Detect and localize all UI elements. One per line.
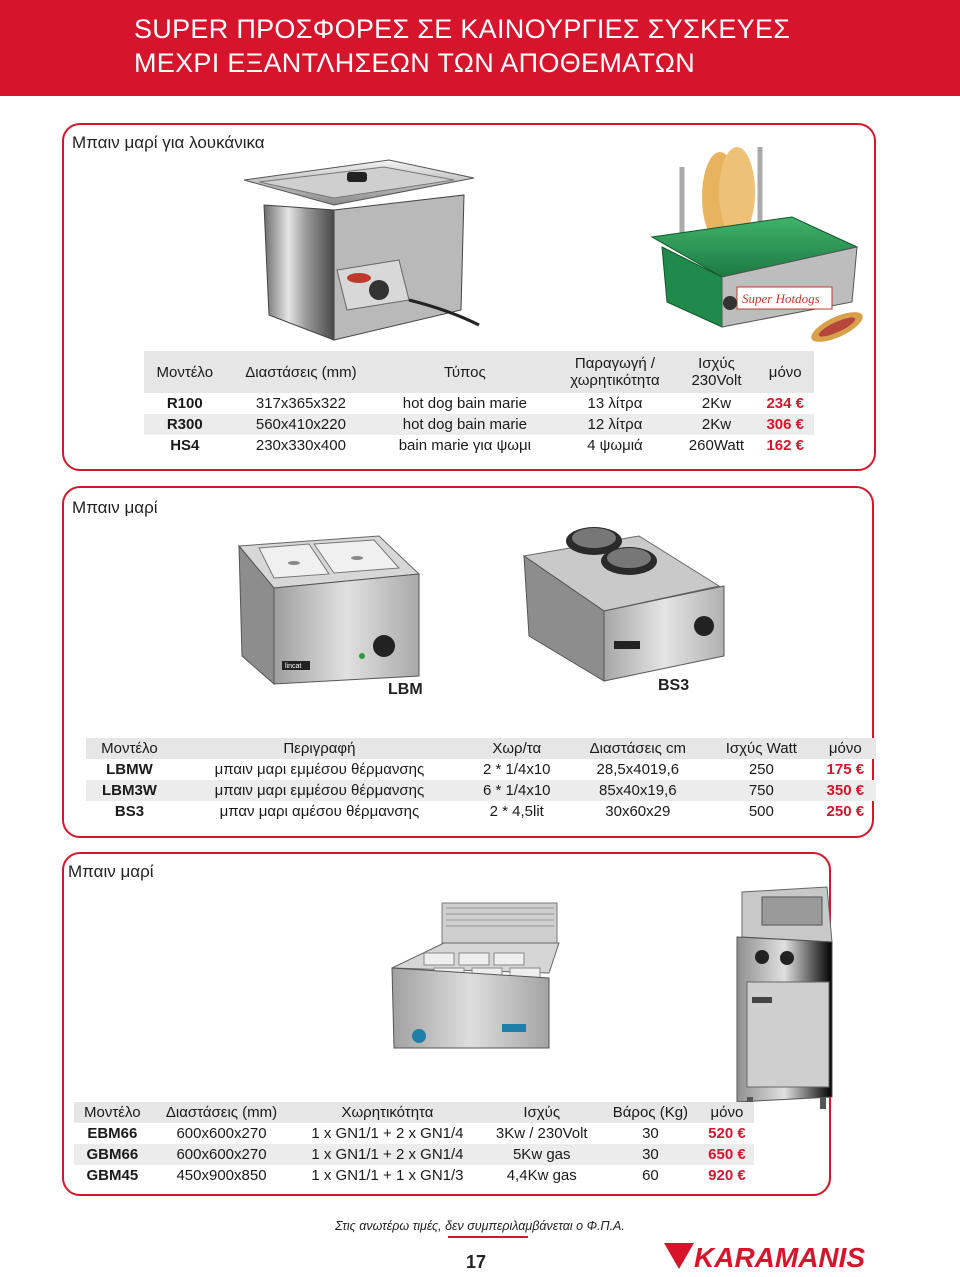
footer-divider bbox=[448, 1236, 528, 1238]
cell-dimensions: 600x600x270 bbox=[176, 1125, 267, 1142]
table-row bbox=[86, 801, 876, 822]
cell-dimensions: 450x900x850 bbox=[176, 1167, 267, 1184]
banner-title-line2: ΜΕΧΡΙ ΕΞΑΝΤΛΗΣΕΩΝ ΤΩΝ ΑΠΟΘΕΜΑΤΩΝ bbox=[134, 48, 696, 78]
lincat-logo-text: lincat bbox=[285, 663, 302, 670]
cell-model: EBM66 bbox=[87, 1125, 138, 1142]
hotdog-bain-marie-image bbox=[239, 150, 489, 350]
cell-price: 234 € bbox=[766, 395, 804, 412]
table-row bbox=[144, 393, 814, 414]
ebm66-bain-marie-image bbox=[384, 898, 564, 1058]
table-row bbox=[74, 1123, 754, 1144]
cell-price: 175 € bbox=[826, 761, 865, 778]
cell-model: LBMW bbox=[106, 761, 153, 778]
bs3-bain-marie-image bbox=[519, 516, 744, 686]
caption-lbm: LBM bbox=[388, 681, 423, 698]
table-header-row bbox=[144, 351, 814, 393]
cell-description: μπαιν μαρι εμμέσου θέρμανσης bbox=[214, 761, 425, 778]
section-title: Μπαιν μαρί για λουκάνικα bbox=[72, 133, 265, 152]
col-price: μόνο bbox=[710, 1104, 744, 1121]
cell-price: 520 € bbox=[708, 1125, 746, 1142]
col-model: Μοντέλο bbox=[84, 1104, 141, 1121]
col-dimensions: Διαστάσεις (mm) bbox=[245, 363, 357, 381]
table-row bbox=[144, 414, 814, 435]
cell-price: 650 € bbox=[708, 1146, 746, 1163]
cell-price: 162 € bbox=[766, 437, 804, 454]
col-capacity: Παραγωγή / χωρητικότητα bbox=[570, 355, 660, 389]
cell-price: 350 € bbox=[826, 782, 865, 799]
cell-power: 2Kw bbox=[701, 395, 732, 412]
svg-text:Super Hotdogs: Super Hotdogs bbox=[742, 291, 820, 306]
logo-wordmark: KARAMANIS bbox=[694, 1242, 866, 1273]
table-header-row bbox=[86, 738, 876, 759]
cell-model: R300 bbox=[166, 416, 203, 433]
col-dimensions: Διαστάσεις (mm) bbox=[165, 1104, 278, 1121]
gbm45-bain-marie-image bbox=[732, 882, 837, 1117]
cell-power: 5Kw gas bbox=[512, 1146, 571, 1163]
section-hotdog-bain-marie bbox=[62, 123, 876, 471]
caption-bs3: BS3 bbox=[658, 677, 690, 694]
cell-type: hot dog bain marie bbox=[402, 395, 527, 412]
cell-power: 2Kw bbox=[701, 416, 732, 433]
section-title: Μπαιν μαρί bbox=[68, 862, 154, 881]
cell-dimensions: 600x600x270 bbox=[176, 1146, 267, 1163]
cell-weight: 60 bbox=[642, 1167, 659, 1184]
banner-title-line1: SUPER ΠΡΟΣΦΟΡΕΣ ΣΕ ΚΑΙΝΟΥΡΓΙΕΣ ΣΥΣΚΕΥΕΣ bbox=[134, 14, 791, 44]
gn-price-table bbox=[74, 1102, 754, 1186]
cell-type: bain marie για ψωμι bbox=[398, 437, 531, 454]
cell-dimensions: 317x365x322 bbox=[255, 395, 346, 412]
cell-power: 250 bbox=[748, 761, 774, 778]
col-price: μόνο bbox=[768, 363, 802, 381]
section-bain-marie-gn bbox=[62, 852, 831, 1196]
col-capacity: Χωρητικότητα bbox=[341, 1104, 434, 1121]
table-row bbox=[144, 435, 814, 456]
cell-capacity: 13 λίτρα bbox=[587, 395, 643, 412]
col-power: Ισχύς bbox=[523, 1104, 561, 1121]
table-row bbox=[74, 1144, 754, 1165]
karamanis-logo bbox=[664, 1241, 904, 1273]
col-type: Τύπος bbox=[443, 363, 486, 381]
col-power: Ισχύς 230Volt bbox=[691, 355, 742, 389]
col-model: Μοντέλο bbox=[156, 363, 214, 381]
col-model: Μοντέλο bbox=[101, 740, 158, 757]
header-banner bbox=[0, 0, 960, 96]
col-power: Ισχύς Watt bbox=[725, 740, 797, 757]
col-dimensions: Διαστάσεις cm bbox=[589, 740, 686, 757]
cell-price: 250 € bbox=[826, 803, 865, 820]
hotdog-toaster-image bbox=[642, 137, 872, 342]
cell-power: 4,4Kw gas bbox=[506, 1167, 577, 1184]
cell-weight: 30 bbox=[642, 1125, 659, 1142]
cell-capacity: 1 x GN1/1 + 1 x GN1/3 bbox=[311, 1167, 464, 1184]
cell-price: 306 € bbox=[766, 416, 804, 433]
lbm-price-table bbox=[86, 738, 876, 822]
cell-dimensions: 30x60x29 bbox=[605, 803, 671, 820]
table-row bbox=[86, 759, 876, 780]
cell-dimensions: 230x330x400 bbox=[255, 437, 346, 454]
cell-weight: 30 bbox=[642, 1146, 659, 1163]
col-price: μόνο bbox=[828, 740, 862, 757]
cell-description: μπαιν μαρι εμμέσου θέρμανσης bbox=[214, 782, 425, 799]
cell-power: 750 bbox=[748, 782, 774, 799]
table-header-row bbox=[74, 1102, 754, 1123]
cell-capacity: 12 λίτρα bbox=[587, 416, 643, 433]
table-row bbox=[74, 1165, 754, 1186]
cell-power: 500 bbox=[748, 803, 774, 820]
cell-model: R100 bbox=[166, 395, 203, 412]
cell-capacity: 1 x GN1/1 + 2 x GN1/4 bbox=[311, 1146, 464, 1163]
cell-power: 3Kw / 230Volt bbox=[495, 1125, 588, 1142]
col-weight: Βάρος (Kg) bbox=[612, 1104, 689, 1121]
section-bain-marie-lbm bbox=[62, 486, 874, 838]
cell-dimensions: 28,5x4019,6 bbox=[596, 761, 680, 778]
cell-capacity: 1 x GN1/1 + 2 x GN1/4 bbox=[311, 1125, 464, 1142]
cell-model: GBM45 bbox=[86, 1167, 139, 1184]
cell-model: BS3 bbox=[114, 803, 145, 820]
cell-price: 920 € bbox=[708, 1167, 746, 1184]
cell-type: hot dog bain marie bbox=[402, 416, 527, 433]
col-capacity: Χωρ/τα bbox=[492, 740, 542, 757]
cell-description: μπαν μαρι αμέσου θέρμανσης bbox=[219, 803, 420, 820]
hotdog-price-table bbox=[144, 351, 814, 456]
cell-model: HS4 bbox=[170, 437, 200, 454]
table-row bbox=[86, 780, 876, 801]
cell-capacity: 4 ψωμιά bbox=[587, 437, 643, 454]
lbm-bain-marie-image bbox=[234, 516, 444, 686]
cell-capacity: 6 * 1/4x10 bbox=[482, 782, 551, 799]
cell-dimensions: 85x40x19,6 bbox=[599, 782, 677, 799]
cell-model: LBM3W bbox=[101, 782, 157, 799]
page-number: 17 bbox=[466, 1252, 487, 1272]
cell-power: 260Watt bbox=[688, 437, 745, 454]
logo-triangle-icon bbox=[664, 1243, 694, 1269]
cell-capacity: 2 * 1/4x10 bbox=[482, 761, 551, 778]
section-title: Μπαιν μαρί bbox=[72, 498, 158, 517]
cell-capacity: 2 * 4,5lit bbox=[489, 803, 544, 820]
cell-dimensions: 560x410x220 bbox=[255, 416, 346, 433]
col-description: Περιγραφή bbox=[283, 740, 356, 757]
cell-model: GBM66 bbox=[86, 1146, 139, 1163]
vat-footnote: Στις ανωτέρω τιμές, δεν συμπεριλαμβάνεται ο Φ.Π.Α. bbox=[335, 1219, 625, 1233]
